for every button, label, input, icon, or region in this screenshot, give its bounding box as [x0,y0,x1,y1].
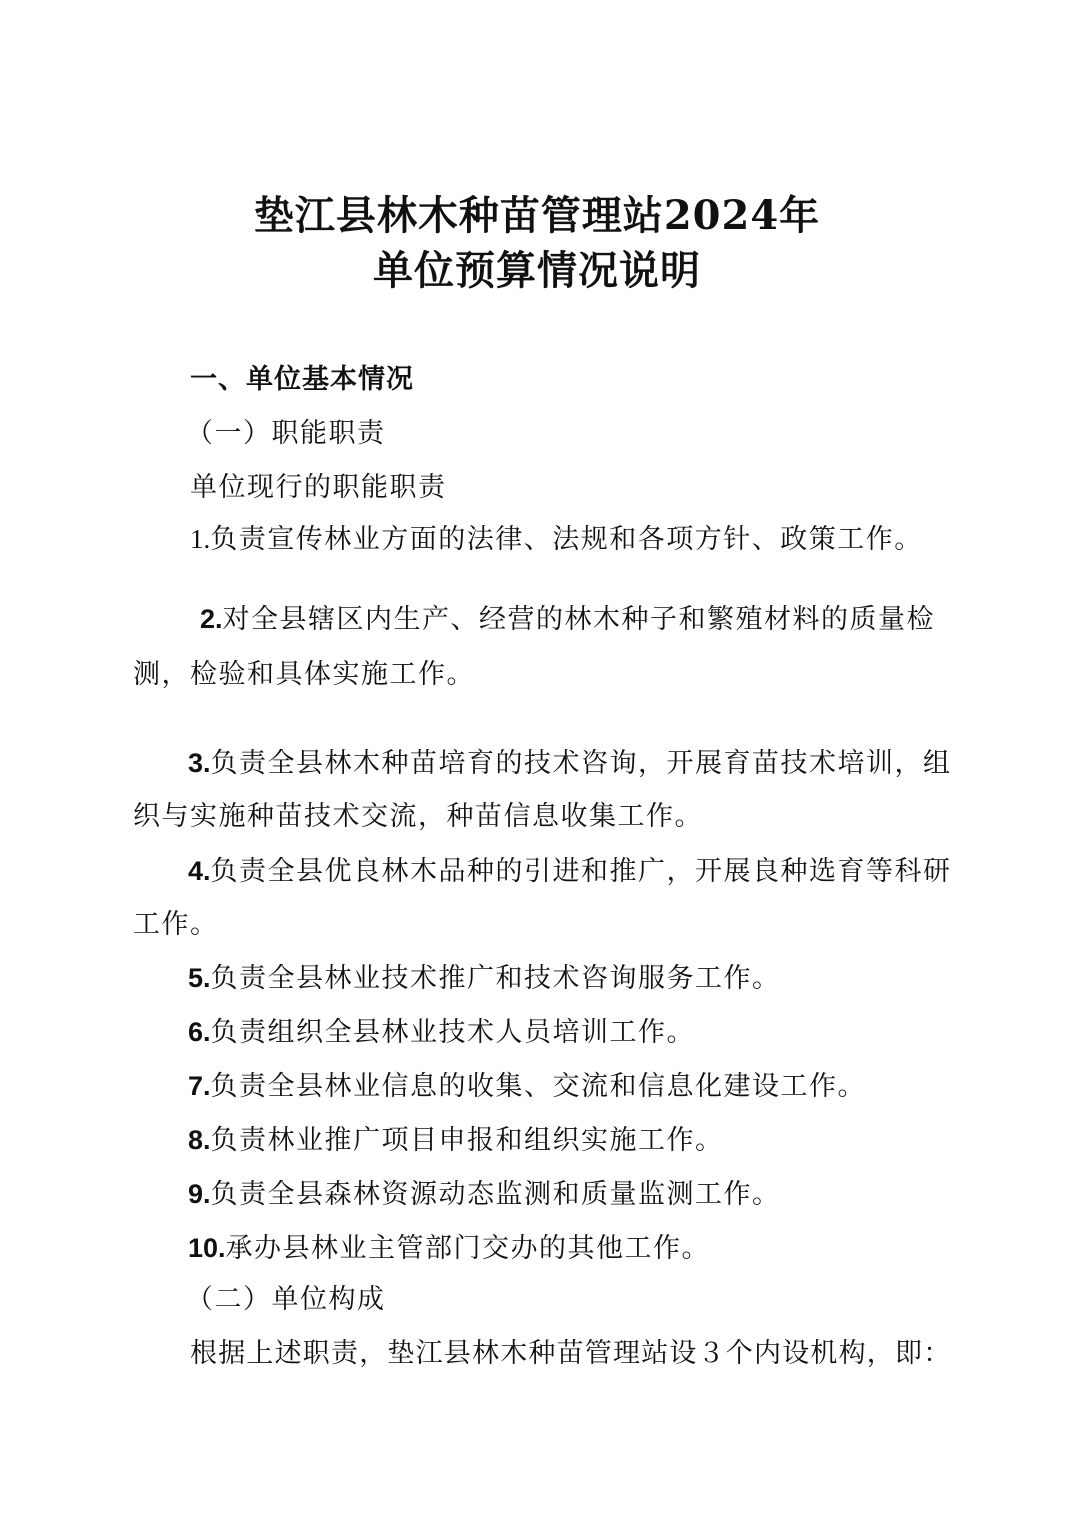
list-item-number: 5. [188,963,211,993]
list-item-number: 6. [188,1017,211,1047]
list-item-text: 负责全县林木种苗培育的技术咨询，开展育苗技术培训，组 [210,748,952,779]
list-item-text: 负责全县优良林木品种的引进和推广，开展良种选育等科研 [210,856,952,887]
list-item [188,853,952,890]
list-item [188,1230,710,1267]
list-item-text: 负责组织全县林业技术人员培训工作。 [210,1017,696,1048]
list-item-continuation: 测，检验和具体实施工作。 [133,659,475,690]
list-item-text: 负责林业推广项目申报和组织实施工作。 [210,1125,724,1156]
list-item-text: 负责宣传林业方面的法律、法规和各项方针、政策工作。 [210,524,923,555]
list-item-number: 8. [188,1125,211,1155]
list-item [200,601,935,638]
list-item-text: 负责全县森林资源动态监测和质量监测工作。 [210,1179,781,1210]
subsection-heading-functions: （一）职能职责 [186,418,386,449]
section-heading-basic-info: 一、单位基本情况 [190,364,414,395]
list-item-text: 对全县辖区内生产、经营的林木种子和繁殖材料的质量检 [222,604,936,635]
document-title-line-2: 单位预算情况说明 [373,247,701,294]
list-item [188,1176,781,1213]
list-item [188,1068,866,1105]
list-item [188,745,952,782]
functions-intro: 单位现行的职能职责 [190,472,447,503]
structure-paragraph: 根据上述职责，垫江县林木种苗管理站设３个内设机构，即： [190,1338,952,1369]
subsection-heading-structure: （二）单位构成 [186,1284,386,1315]
list-item-continuation: 工作。 [133,909,219,940]
list-item-text: 承办县林业主管部门交办的其他工作。 [225,1233,711,1264]
list-item-continuation: 织与实施种苗技术交流，种苗信息收集工作。 [133,801,703,832]
document-title-line-1: 垫江县林木种苗管理站2024年 [253,192,821,239]
list-item-number: 3. [188,748,211,778]
list-item-number: 10. [188,1233,226,1263]
list-item-number: 9. [188,1179,211,1209]
list-item [188,960,781,997]
list-item-text: 负责全县林业技术推广和技术咨询服务工作。 [210,963,781,994]
list-item [188,1122,724,1159]
list-item-number: 4. [188,856,211,886]
list-item-number: 1. [190,524,211,554]
list-item [190,521,923,558]
list-item-number: 2. [200,604,223,634]
list-item-number: 7. [188,1071,211,1101]
list-item-text: 负责全县林业信息的收集、交流和信息化建设工作。 [210,1071,867,1102]
list-item [188,1014,695,1051]
